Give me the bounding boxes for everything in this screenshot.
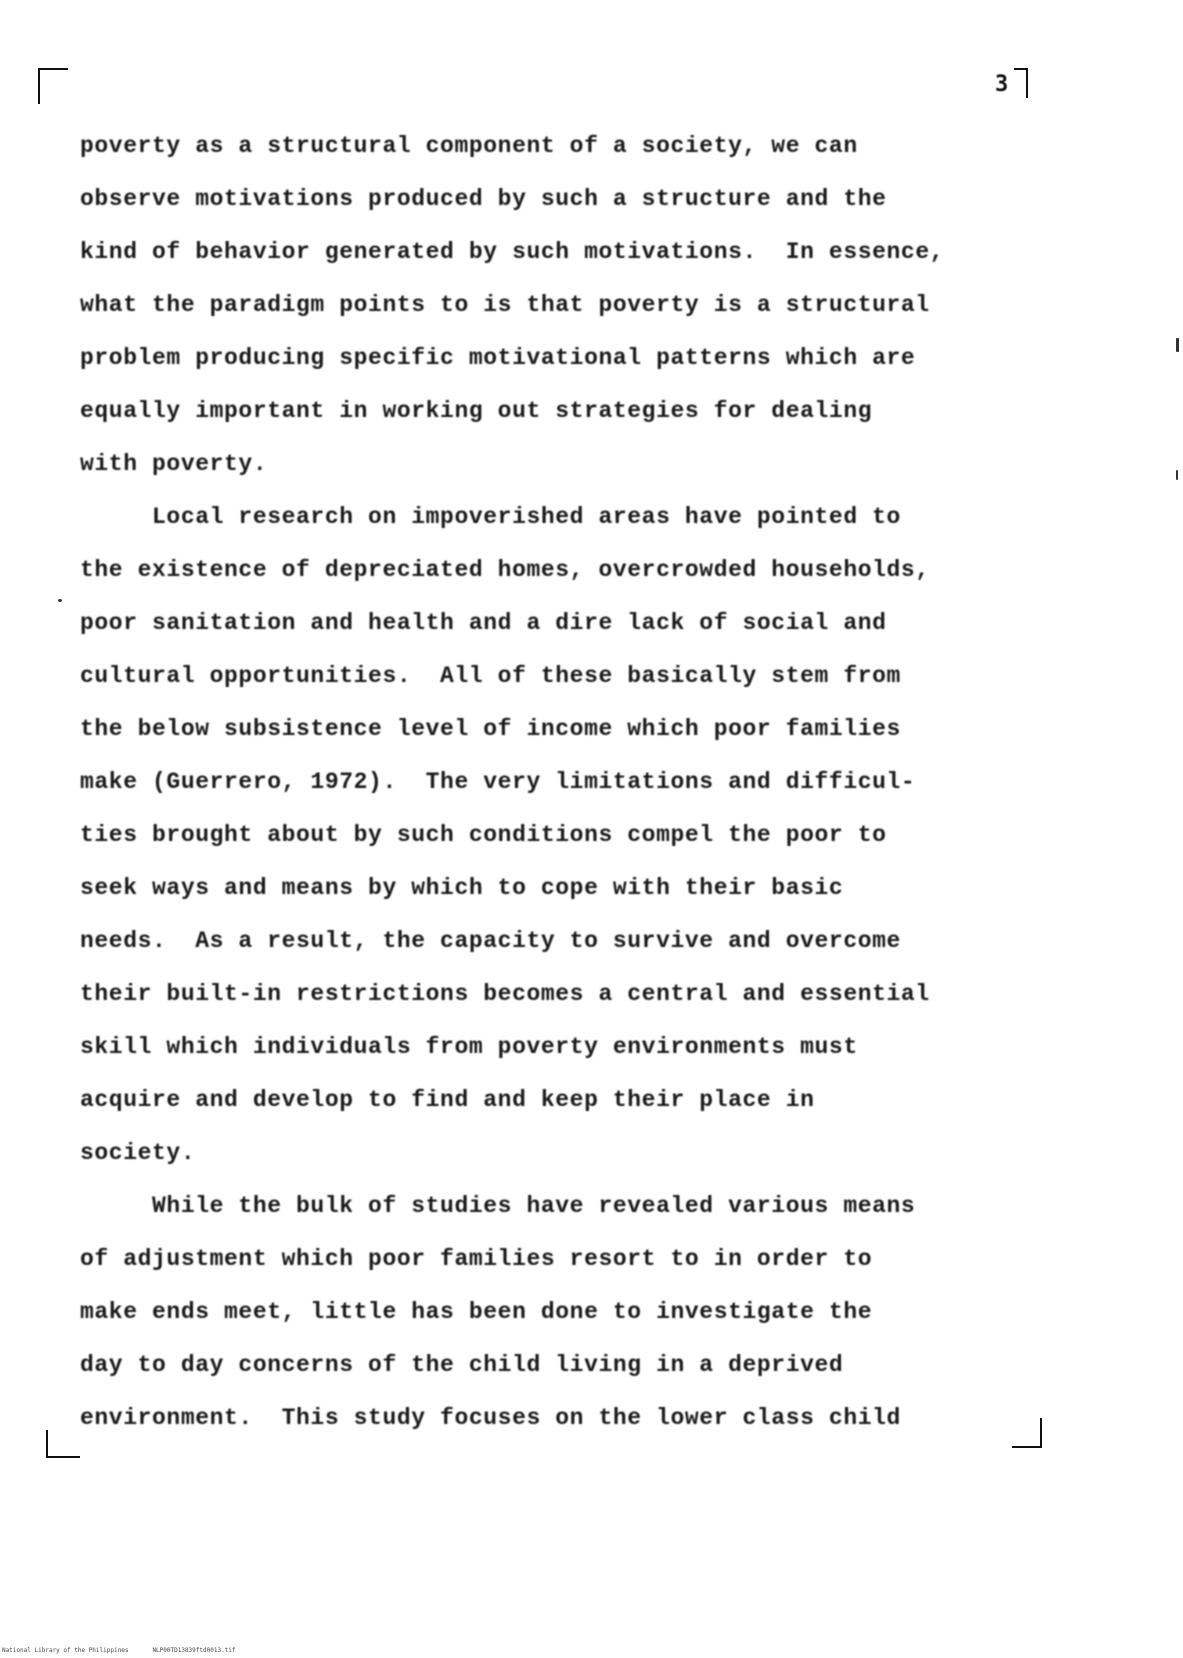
text-line: Local research on impoverished areas have pointed to xyxy=(80,504,901,530)
text-line: poverty as a structural component of a society, we can xyxy=(80,133,858,159)
text-line: cultural opportunities. All of these basically stem from xyxy=(80,663,901,689)
scan-edge-mark xyxy=(1176,470,1178,480)
text-line: society. xyxy=(80,1140,196,1166)
text-line: skill which individuals from poverty environments must xyxy=(80,1034,858,1060)
scan-edge-mark xyxy=(1176,338,1179,352)
text-line: with poverty. xyxy=(80,451,268,477)
text-line: While the bulk of studies have revealed various means xyxy=(80,1193,916,1219)
text-line: make (Guerrero, 1972). The very limitations and difficul- xyxy=(80,769,916,795)
footer-library: National Library of the Philippines xyxy=(2,1647,129,1654)
text-line: what the paradigm points to is that poverty is a structural xyxy=(80,292,930,318)
scan-footer xyxy=(2,1647,260,1654)
text-line: equally important in working out strategies for dealing xyxy=(80,398,873,424)
text-line: acquire and develop to find and keep their place in xyxy=(80,1087,815,1113)
text-line: ties brought about by such conditions compel the poor to xyxy=(80,822,887,848)
footer-filename: NLP00TD13839ftd0013.tif xyxy=(152,1647,236,1654)
text-line: of adjustment which poor families resort to in order to xyxy=(80,1246,873,1272)
scan-speck xyxy=(58,599,62,602)
text-line: poor sanitation and health and a dire lack of social and xyxy=(80,610,887,636)
page-number: 3 xyxy=(995,72,1009,97)
text-line: observe motivations produced by such a structure and the xyxy=(80,186,887,212)
text-line: make ends meet, little has been done to investigate the xyxy=(80,1299,873,1325)
text-line: their built-in restrictions becomes a central and essential xyxy=(80,981,930,1007)
crop-mark-bottom-left xyxy=(46,1430,80,1458)
text-line: kind of behavior generated by such motivations. In essence, xyxy=(80,239,945,265)
text-line: needs. As a result, the capacity to survive and overcome xyxy=(80,928,901,954)
text-line: the below subsistence level of income which poor families xyxy=(80,716,901,742)
text-line: the existence of depreciated homes, overcrowded households, xyxy=(80,557,930,583)
text-line: problem producing specific motivational patterns which are xyxy=(80,345,916,371)
text-line: environment. This study focuses on the lower class child xyxy=(80,1405,901,1431)
crop-mark-top-right xyxy=(1026,68,1028,98)
crop-mark-bottom-right xyxy=(1012,1418,1042,1448)
crop-mark-top-left xyxy=(38,68,68,104)
body-text xyxy=(80,120,1010,1445)
text-line: seek ways and means by which to cope with their basic xyxy=(80,875,844,901)
text-line: day to day concerns of the child living in a deprived xyxy=(80,1352,844,1378)
